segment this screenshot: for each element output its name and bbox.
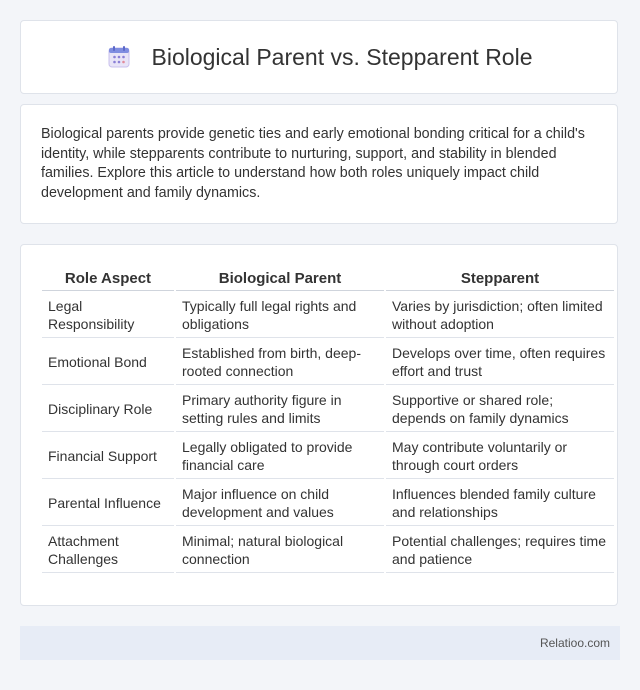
intro-card: [20, 104, 618, 224]
table-header-row: [42, 267, 614, 291]
cell-role-aspect: Attachment Challenges: [42, 528, 174, 573]
calendar-icon: [106, 44, 132, 70]
cell-biological-parent: Typically full legal rights and obligations: [176, 293, 384, 338]
table-row: [42, 340, 614, 385]
comparison-table: [40, 265, 616, 575]
cell-stepparent: Influences blended family culture and relationships: [386, 481, 614, 526]
cell-stepparent: Develops over time, often requires effort and trust: [386, 340, 614, 385]
cell-role-aspect: Legal Responsibility: [42, 293, 174, 338]
cell-biological-parent: Major influence on child development and values: [176, 481, 384, 526]
footer-brand: Relatioo.com: [539, 636, 610, 650]
page-title: Biological Parent vs. Stepparent Role: [151, 43, 533, 70]
cell-stepparent: Supportive or shared role; depends on family dynamics: [386, 387, 614, 432]
table-card: [20, 244, 618, 606]
cell-stepparent: May contribute voluntarily or through court orders: [386, 434, 614, 479]
footer: [20, 626, 620, 660]
cell-role-aspect: Parental Influence: [42, 481, 174, 526]
title-card: [20, 20, 618, 94]
intro-text: Biological parents provide genetic ties and early emotional bonding critical for a child's identity, while stepparents contribute to nurturing, support, and stability in blended families. Explore this article to understand how both roles uniquely impact child development and family dynamics.: [41, 126, 585, 201]
header-stepparent: Stepparent: [386, 267, 614, 291]
cell-role-aspect: Financial Support: [42, 434, 174, 479]
header-biological-parent: Biological Parent: [176, 267, 384, 291]
cell-role-aspect: Emotional Bond: [42, 340, 174, 385]
cell-biological-parent: Legally obligated to provide financial care: [176, 434, 384, 479]
table-row: [42, 387, 614, 432]
table-row: [42, 434, 614, 479]
cell-biological-parent: Established from birth, deep-rooted connection: [176, 340, 384, 385]
cell-stepparent: Varies by jurisdiction; often limited without adoption: [386, 293, 614, 338]
table-row: [42, 293, 614, 338]
cell-biological-parent: Primary authority figure in setting rules and limits: [176, 387, 384, 432]
cell-stepparent: Potential challenges; requires time and patience: [386, 528, 614, 573]
header-role-aspect: Role Aspect: [42, 267, 174, 291]
cell-role-aspect: Disciplinary Role: [42, 387, 174, 432]
table-row: [42, 528, 614, 573]
cell-biological-parent: Minimal; natural biological connection: [176, 528, 384, 573]
table-row: [42, 481, 614, 526]
